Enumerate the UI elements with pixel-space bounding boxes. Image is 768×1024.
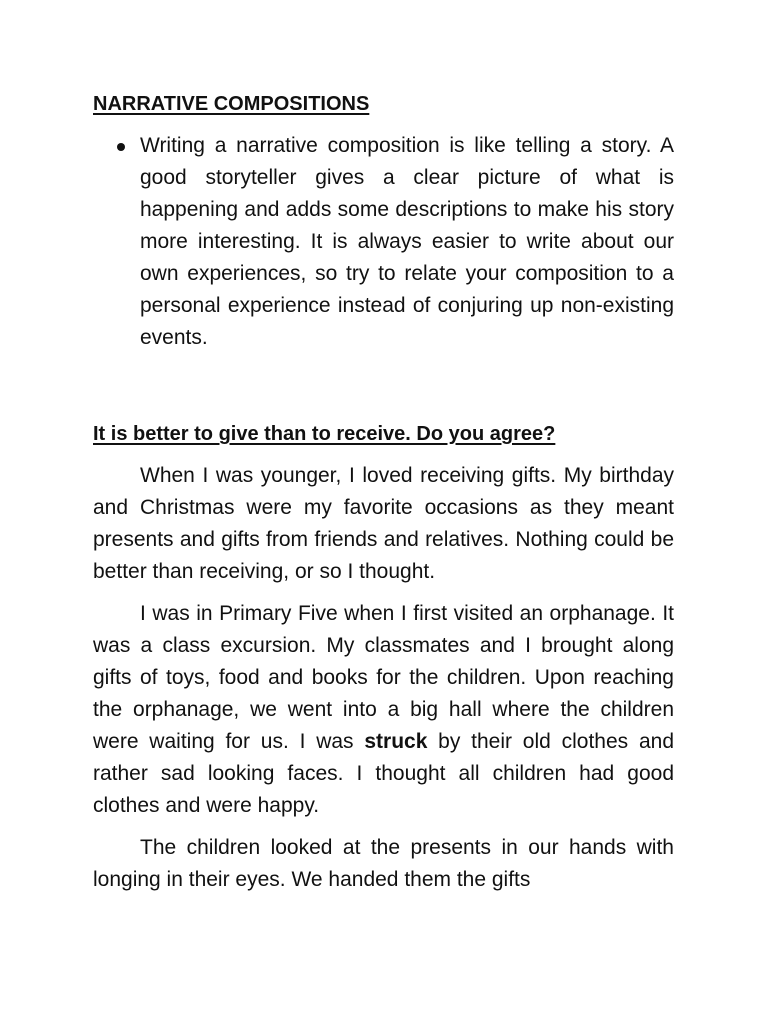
document-page: [93, 88, 674, 896]
list-item: [93, 130, 674, 354]
paragraph-2: [93, 598, 674, 822]
bullet-icon: [117, 143, 125, 151]
bullet-list: [93, 130, 674, 354]
paragraph-2-text-end: by their old clothes and rather sad looking faces. I thought all children had good clothes and were happy.: [93, 730, 674, 817]
paragraph-1: When I was younger, I loved receiving gifts. My birthday and Christmas were my favorite occasions as they meant presents and gifts from friends and relatives. Nothing could be better than receiving, or so I thought.: [93, 464, 674, 583]
paragraph-3: The children looked at the presents in our hands with longing in their eyes. We handed them the gifts: [93, 836, 674, 891]
paragraph-2-text-start: I was in Primary Five when I first visited an orphanage. It was a class excursion. My classmates and I brought along gifts of toys, food and books for the children. Upon reaching the orphanage, we went into a big hall where the children were waiting for us. I was: [93, 602, 674, 753]
page-heading: NARRATIVE COMPOSITIONS: [93, 93, 370, 115]
bullet-text: Writing a narrative composition is like telling a story. A good storyteller gives a clear picture of what is happening and adds some descriptions to make his story more interesting. It is always easier to write about our own experiences, so try to relate your composition to a personal experience instead of conjuring up non-existing events.: [140, 134, 674, 349]
bold-word: struck: [364, 730, 428, 753]
essay-title: It is better to give than to receive. Do you agree?: [93, 423, 556, 445]
